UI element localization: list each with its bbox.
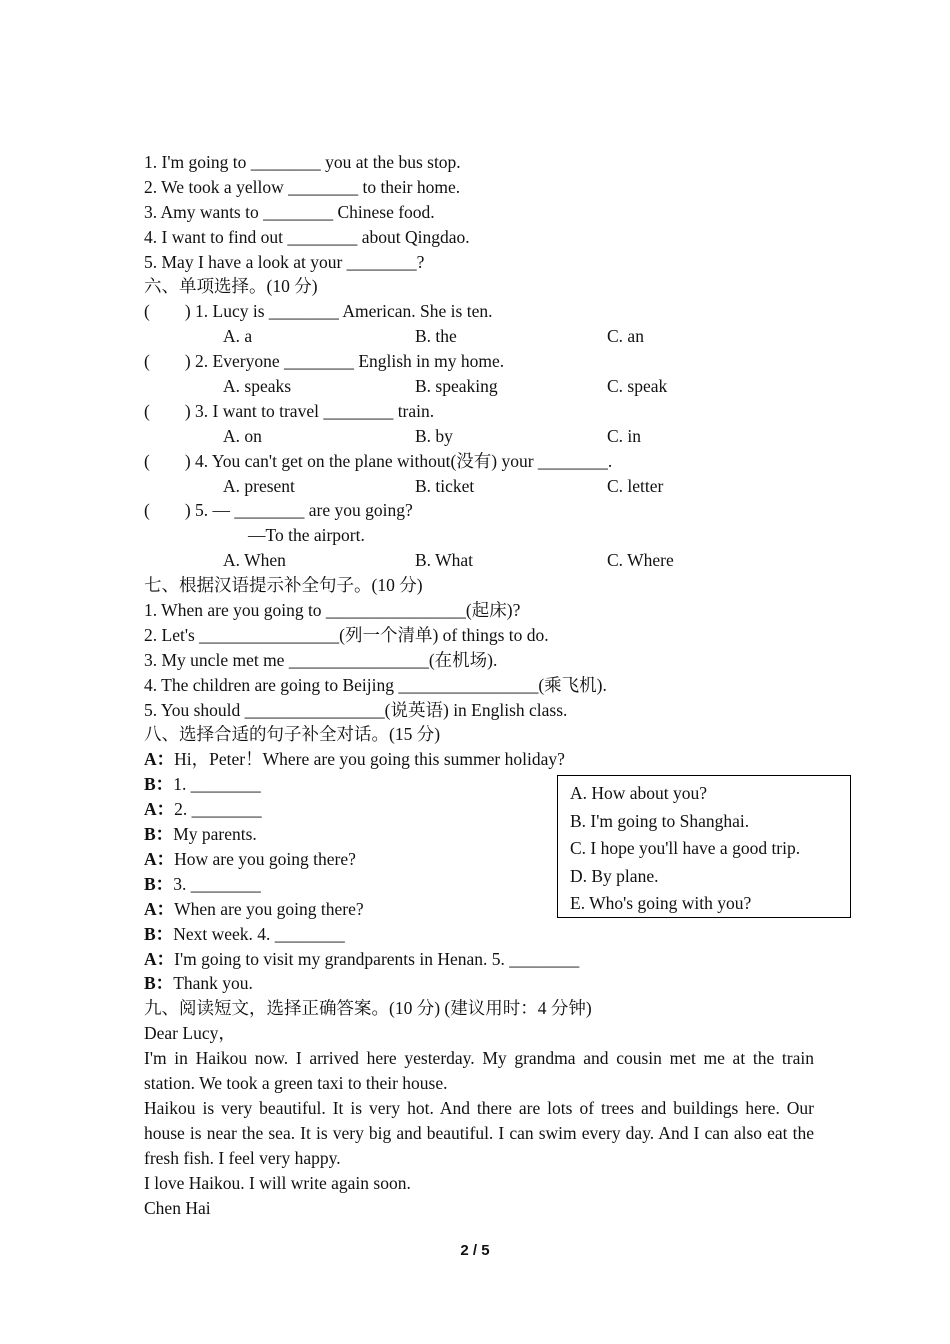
option-c: C. letter (607, 475, 664, 496)
answer-option: E. Who's going with you? (570, 893, 752, 913)
speaker: A： (144, 749, 175, 770)
option-b: B. ticket (415, 475, 475, 496)
section-heading: 七、根据汉语提示补全句子。(10 分) (144, 575, 423, 596)
option-a: A. speaks (223, 376, 292, 397)
option-b: B. the (415, 326, 457, 347)
option-row (144, 374, 814, 399)
option-a: A. When (223, 550, 286, 571)
letter-greeting: Dear Lucy， (144, 1023, 236, 1044)
dialogue-text: Next week. 4. ________ (173, 923, 345, 944)
fill-item: 5. May I have a look at your ________? (144, 251, 425, 272)
speaker: B： (144, 923, 174, 944)
dialogue-text: 2. ________ (174, 799, 262, 820)
letter-paragraph: Haikou is very beautiful. It is very hot. And there are lots of trees and buildings here. Our house is near the sea. It is very big and beautiful. I can swim every day. And I can also eat the fresh fish. I feel very happy. (144, 1097, 814, 1168)
dialogue-line (144, 747, 814, 772)
fill-item: 4. The children are going to Beijing ________________(乘飞机). (144, 674, 607, 695)
fill-item: 2. We took a yellow ________ to their home. (144, 176, 461, 197)
option-b: B. by (415, 425, 453, 446)
option-c: C. in (607, 425, 642, 446)
dialogue-text: 1. ________ (173, 774, 261, 795)
speaker: A： (144, 898, 175, 919)
speaker: A： (144, 948, 175, 969)
dialogue-text: My parents. (173, 824, 257, 845)
fill-item: 5. You should ________________(说英语) in English class. (144, 699, 568, 720)
option-row (144, 424, 814, 449)
dialogue-text: I'm going to visit my grandparents in Henan. 5. ________ (174, 948, 580, 969)
letter-paragraph: I'm in Haikou now. I arrived here yesterday. My grandma and cousin met me at the train station. We took a green taxi to their house. (144, 1048, 814, 1093)
dialogue-text: Hi，Peter！Where are you going this summer holiday? (174, 749, 565, 770)
speaker: B： (144, 973, 174, 994)
option-row (144, 324, 814, 349)
page-number: 2 / 5 (460, 1242, 490, 1259)
dialogue-text: How are you going there? (174, 848, 356, 869)
answer-option: B. I'm going to Shanghai. (570, 810, 750, 831)
option-a: A. present (223, 475, 295, 496)
fill-item: 1. When are you going to ________________(起床)? (144, 600, 521, 621)
speaker: A： (144, 799, 175, 820)
option-row (144, 474, 814, 499)
section-heading: 八、选择合适的句子补全对话。(15 分) (144, 724, 441, 745)
option-c: C. Where (607, 550, 674, 571)
dialogue-line (144, 947, 814, 972)
fill-item: 3. My uncle met me ________________(在机场). (144, 649, 498, 670)
fill-item: 3. Amy wants to ________ Chinese food. (144, 201, 435, 222)
dialogue-line (144, 922, 814, 947)
question-stem: ( ) 3. I want to travel ________ train. (144, 400, 435, 421)
fill-item: 2. Let's ________________(列一个清单) of things to do. (144, 624, 549, 645)
answer-options-box (557, 775, 851, 918)
section-heading: 九、阅读短文，选择正确答案。(10 分) (建议用时：4 分钟) (144, 998, 592, 1019)
option-b: B. speaking (415, 376, 498, 397)
option-b: B. What (415, 550, 474, 571)
dialogue-text: Thank you. (173, 973, 253, 994)
question-stem: ( ) 5. — ________ are you going? (144, 500, 413, 521)
worksheet-page (144, 150, 814, 1220)
option-a: A. a (223, 326, 253, 347)
letter-paragraph: I love Haikou. I will write again soon. (144, 1172, 411, 1193)
speaker: B： (144, 774, 174, 795)
answer-option: D. By plane. (570, 865, 659, 886)
speaker: B： (144, 824, 174, 845)
speaker: B： (144, 873, 174, 894)
question-stem: ( ) 4. You can't get on the plane without(没有) your ________. (144, 450, 613, 471)
answer-option: C. I hope you'll have a good trip. (570, 838, 801, 858)
question-stem: ( ) 1. Lucy is ________ American. She is ten. (144, 301, 493, 322)
dialogue-line (144, 971, 814, 996)
section-heading: 六、单项选择。(10 分) (144, 276, 318, 297)
option-a: A. on (223, 425, 262, 446)
question-response: —To the airport. (248, 525, 365, 546)
option-c: C. speak (607, 376, 668, 397)
option-c: C. an (607, 326, 644, 347)
letter-signature: Chen Hai (144, 1197, 211, 1218)
option-row (144, 548, 814, 573)
dialogue-text: When are you going there? (174, 898, 364, 919)
fill-item: 1. I'm going to ________ you at the bus stop. (144, 152, 461, 172)
answer-option: A. How about you? (570, 783, 708, 803)
dialogue-text: 3. ________ (173, 873, 261, 894)
fill-item: 4. I want to find out ________ about Qingdao. (144, 226, 470, 247)
speaker: A： (144, 848, 175, 869)
question-stem: ( ) 2. Everyone ________ English in my home. (144, 351, 505, 372)
